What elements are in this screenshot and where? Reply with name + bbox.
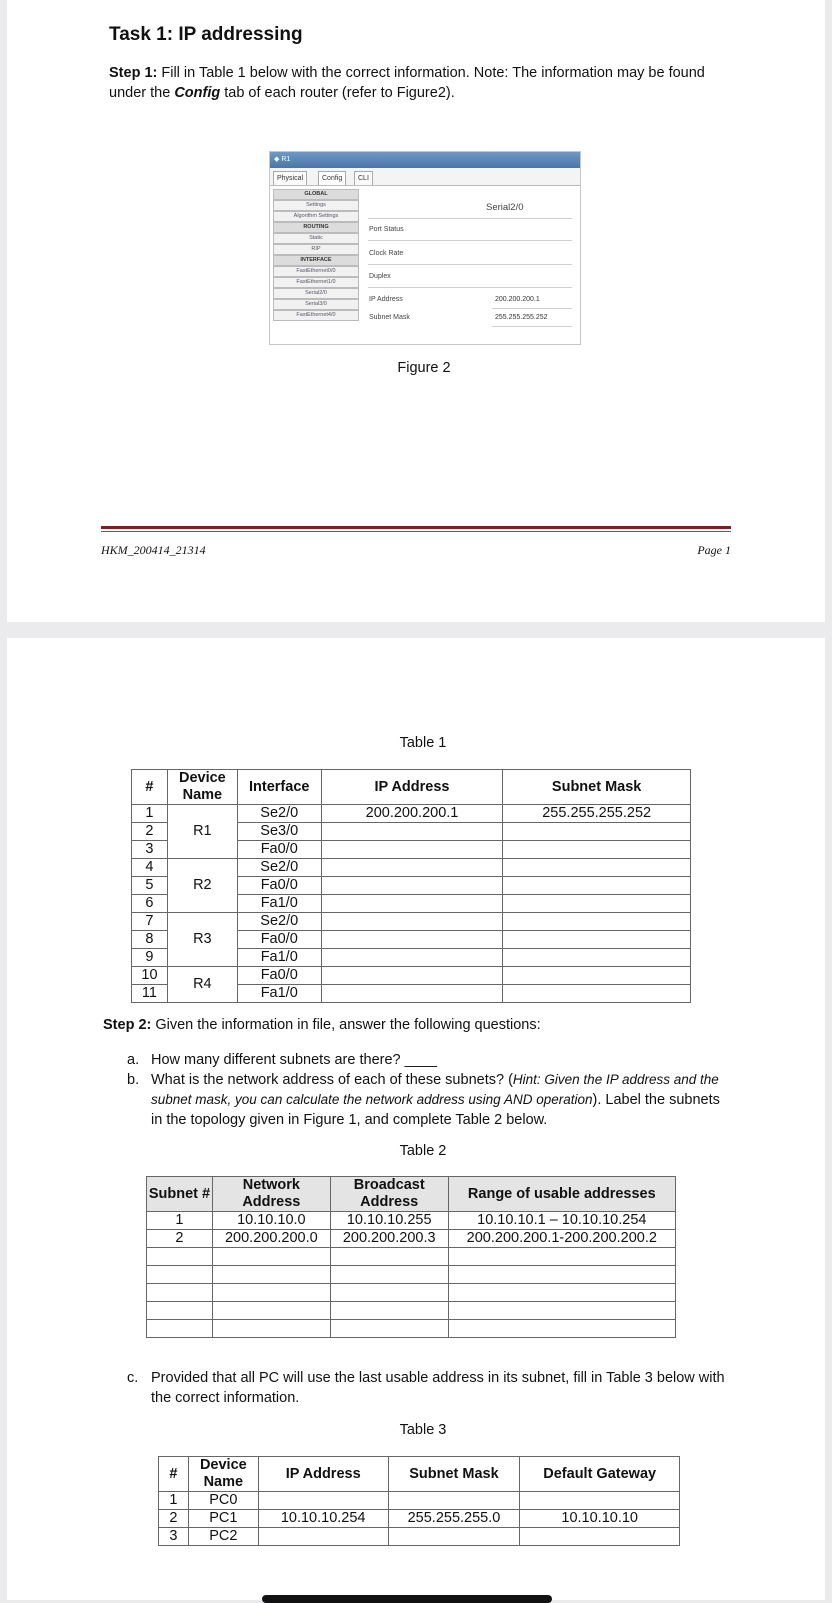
router-icon: ◆ [274,156,280,163]
table2-header-network: Network Address [212,1177,330,1212]
table-cell [258,1492,388,1510]
table-header-row [159,1457,680,1492]
table-cell [212,1320,330,1338]
table-row [132,913,691,931]
figure-divider [368,287,572,288]
table-cell: 1 [132,805,168,823]
home-indicator[interactable] [262,1595,552,1603]
table-cell [503,967,691,985]
figure-sidebar-interface: INTERFACE [273,255,359,266]
table-cell: 11 [132,985,168,1003]
step2-label: Step 2: [103,1017,152,1033]
figure-sidebar-item: Serial2/0 [273,288,359,299]
table-row [159,1510,680,1528]
table-cell: 1 [147,1212,213,1230]
question-b-text-a: What is the network address of each of these subnets? ( [151,1072,513,1088]
table-cell [321,841,503,859]
question-b-text-b: ). Label the subnets in the topology given in Figure 1, and complete Table 2 below. [151,1092,720,1128]
table-cell [503,877,691,895]
table-cell: 4 [132,859,168,877]
footer-page-number: Page 1 [697,543,731,557]
table-cell [448,1248,675,1266]
table-cell: 255.255.255.252 [503,805,691,823]
table-cell [503,913,691,931]
figure-mask-value: 255.255.255.252 [495,314,548,321]
table-cell: 10 [132,967,168,985]
table-cell [258,1528,388,1546]
table-cell: 10.10.10.10 [520,1510,680,1528]
table-cell [330,1266,448,1284]
table1-header-number: # [132,770,168,805]
table-cell: 10.10.10.1 – 10.10.10.254 [448,1212,675,1230]
table-cell [520,1492,680,1510]
table1-header-device: Device Name [167,770,237,805]
table-cell [448,1284,675,1302]
table-cell: Fa0/0 [237,967,321,985]
table-cell: Se2/0 [237,859,321,877]
table-cell [448,1302,675,1320]
step1-instructions [109,63,709,103]
table2-header-subnet: Subnet # [147,1177,213,1212]
table-cell [212,1302,330,1320]
table-cell [321,823,503,841]
table-cell [321,949,503,967]
table-2 [146,1176,676,1338]
table-cell [330,1320,448,1338]
table-row [159,1528,680,1546]
table-row [147,1248,676,1266]
table-cell: Se3/0 [237,823,321,841]
document-page-2 [7,638,825,1600]
figure-window-titlebar [270,152,580,168]
figure-divider [492,308,572,309]
question-a-marker: a. [127,1052,140,1068]
table-cell: PC1 [188,1510,258,1528]
figure-label-subnet-mask: Subnet Mask [369,314,410,321]
figure-divider [368,240,572,241]
table-cell: R4 [167,967,237,1003]
table-cell [448,1320,675,1338]
figure-tab-cli: CLI [354,171,373,185]
table2-header-range: Range of usable addresses [448,1177,675,1212]
figure-sidebar-item: Static [273,233,359,244]
question-b [127,1070,727,1130]
figure-tab-physical: Physical [273,171,307,185]
table-cell: R1 [167,805,237,859]
step2-instructions [103,1015,743,1035]
step2-text: Given the information in file, answer the following questions: [151,1017,541,1033]
table3-header-number: # [159,1457,189,1492]
table-row [132,805,691,823]
figure-sidebar-item: FastEthernet4/0 [273,310,359,321]
figure-sidebar-global: GLOBAL [273,189,359,200]
table2-caption: Table 2 [399,1143,447,1159]
table-cell: 9 [132,949,168,967]
table-cell: Fa1/0 [237,895,321,913]
figure-label-clock-rate: Clock Rate [369,250,404,257]
step1-text-b: tab of each router (refer to Figure2). [220,85,455,101]
question-b-hint: Hint: Given the IP address and the subnet mask, you can calculate the network address using AND operation [151,1072,719,1107]
table-cell: 8 [132,931,168,949]
question-a [127,1050,437,1070]
table1-header-ip: IP Address [321,770,503,805]
table3-header-device: Device Name [188,1457,258,1492]
table-row [132,967,691,985]
table3-header-mask: Subnet Mask [388,1457,520,1492]
table-cell: 2 [132,823,168,841]
table-header-row [147,1177,676,1212]
figure-sidebar [273,189,359,321]
table-row [147,1284,676,1302]
table-cell [330,1284,448,1302]
table-cell [448,1266,675,1284]
table-cell [388,1528,520,1546]
table-row [147,1302,676,1320]
figure-2-screenshot [269,151,581,345]
table3-header-ip: IP Address [258,1457,388,1492]
figure-ip-value: 200.200.200.1 [495,296,540,303]
table1-header-interface: Interface [237,770,321,805]
table1-header-mask: Subnet Mask [503,770,691,805]
table-cell [212,1284,330,1302]
figure-divider [368,218,572,219]
table-cell: Fa1/0 [237,949,321,967]
figure-sidebar-item: RIP [273,244,359,255]
table-cell: 200.200.200.3 [330,1230,448,1248]
table-cell [503,895,691,913]
footer-document-id: HKM_200414_21314 [101,543,206,557]
figure-sidebar-item: Algorithm Settings [273,211,359,222]
table-cell [503,841,691,859]
table-cell [321,895,503,913]
table-3 [158,1456,680,1546]
footer-rule [101,526,731,529]
step1-label: Step 1: [109,65,158,81]
figure-sidebar-item: FastEthernet1/0 [273,277,359,288]
table-cell: Fa0/0 [237,931,321,949]
table-cell: Fa0/0 [237,841,321,859]
table-cell [212,1266,330,1284]
figure-sidebar-item: FastEthernet0/0 [273,266,359,277]
table-cell: 2 [159,1510,189,1528]
table-header-row [132,770,691,805]
table-cell: PC0 [188,1492,258,1510]
table-cell [503,949,691,967]
table-cell [147,1266,213,1284]
table-cell [147,1302,213,1320]
table-cell: R2 [167,859,237,913]
table-cell: 3 [132,841,168,859]
table-row [147,1212,676,1230]
table-cell [321,859,503,877]
table-cell [147,1284,213,1302]
figure-2-caption: Figure 2 [397,360,451,376]
document-page-1 [7,0,825,622]
table-cell [147,1248,213,1266]
table-cell [321,931,503,949]
table-cell: 1 [159,1492,189,1510]
table-1 [131,769,691,1003]
question-a-text: How many different subnets are there? ____ [151,1052,437,1068]
table2-header-broadcast: Broadcast Address [330,1177,448,1212]
question-c-marker: c. [127,1370,139,1386]
table-cell: 200.200.200.0 [212,1230,330,1248]
table-cell [321,913,503,931]
table-cell [321,877,503,895]
table-cell: Fa1/0 [237,985,321,1003]
table-row [147,1266,676,1284]
step1-text-a: Fill in Table 1 below with the correct information. Note: The information may be found under the [109,65,705,101]
table-cell: 2 [147,1230,213,1248]
figure-panel-title: Serial2/0 [486,202,524,213]
question-c-text: Provided that all PC will use the last usable address in its subnet, fill in Table 3 below with the correct information. [151,1370,725,1406]
table-cell: 3 [159,1528,189,1546]
figure-label-ip-address: IP Address [369,296,403,303]
table-cell: 5 [132,877,168,895]
figure-label-port-status: Port Status [369,226,404,233]
figure-divider [492,326,572,327]
figure-label-duplex: Duplex [369,273,391,280]
table-cell: R3 [167,913,237,967]
table-cell: 255.255.255.0 [388,1510,520,1528]
figure-tab-config: Config [318,171,346,185]
table-cell: 200.200.200.1 [321,805,503,823]
table-cell [330,1302,448,1320]
table-row [132,859,691,877]
table-cell: Se2/0 [237,913,321,931]
figure-sidebar-item: Serial3/0 [273,299,359,310]
table-cell [503,985,691,1003]
figure-divider [368,264,572,265]
figure-sidebar-routing: ROUTING [273,222,359,233]
figure-sidebar-item: Settings [273,200,359,211]
table3-caption: Table 3 [399,1422,447,1438]
table-row [147,1230,676,1248]
table-cell [212,1248,330,1266]
table3-header-gateway: Default Gateway [520,1457,680,1492]
table-cell [503,931,691,949]
table-cell: PC2 [188,1528,258,1546]
table-cell: Se2/0 [237,805,321,823]
table-cell [321,967,503,985]
table-cell [503,859,691,877]
task-title: Task 1: IP addressing [109,24,303,45]
step1-config-word: Config [174,85,221,101]
question-c [127,1368,737,1408]
table-cell: 10.10.10.254 [258,1510,388,1528]
table-cell [147,1320,213,1338]
table-cell [330,1248,448,1266]
footer-rule-thin [101,531,731,532]
table-cell: 200.200.200.1-200.200.200.2 [448,1230,675,1248]
table-row [147,1320,676,1338]
table-cell [503,823,691,841]
table-cell: Fa0/0 [237,877,321,895]
table-cell: 6 [132,895,168,913]
table-cell: 10.10.10.255 [330,1212,448,1230]
table-cell: 7 [132,913,168,931]
table-cell [520,1528,680,1546]
question-b-marker: b. [127,1072,140,1088]
table-cell: 10.10.10.0 [212,1212,330,1230]
table-cell [388,1492,520,1510]
table1-caption: Table 1 [399,735,447,751]
figure-tabs [270,168,580,186]
question-b-body [151,1070,727,1130]
table-row [159,1492,680,1510]
figure-window-title: R1 [281,156,291,163]
table-cell [321,985,503,1003]
